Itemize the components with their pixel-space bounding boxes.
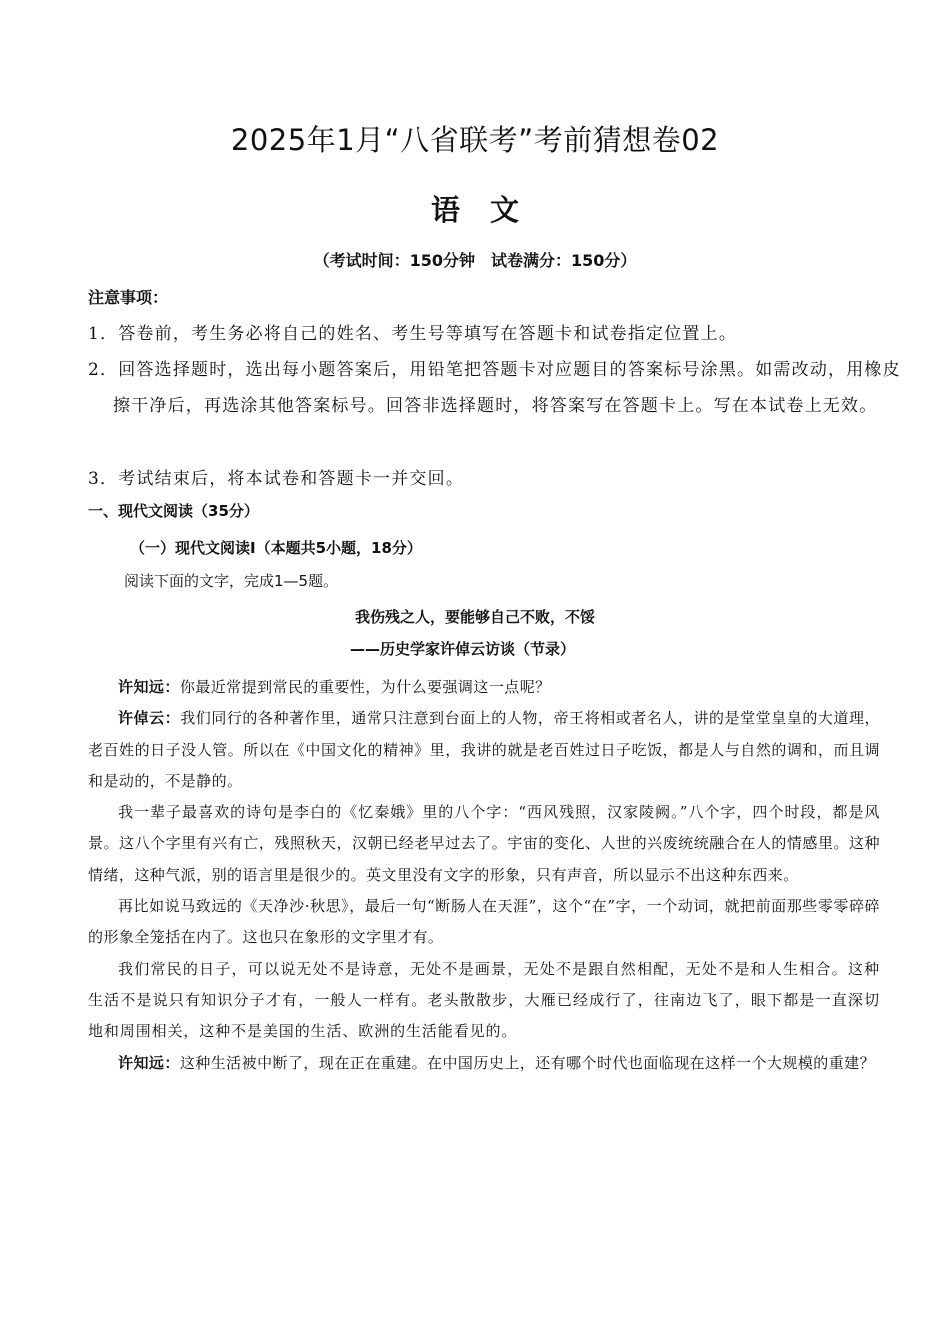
notice-heading: 注意事项： (88, 288, 169, 307)
article-paragraph (88, 954, 880, 1048)
article-subtitle: ——历史学家许倬云访谈（节录） (350, 640, 576, 658)
article-paragraph (88, 703, 880, 797)
paragraph-text: 我们同行的各种著作里，通常只注意到台面上的人物，帝王将相或者名人，讲的是堂堂皇皇的大道理，老百姓的日子没人管。所以在《中国文化的精神》里，我讲的就是老百姓过日子吃饭，都是人与自然的调和，而且调和是动的，不是静的。 (88, 709, 880, 790)
paragraph-text: 这种生活被中断了，现在正在重建。在中国历史上，还有哪个时代也面临现在这样一个大规模的重建？ (179, 1053, 876, 1072)
subject-title: 语文 (430, 193, 549, 227)
article-body (88, 672, 880, 1079)
paragraph-text: 我们常民的日子，可以说无处不是诗意，无处不是画景，无处不是跟自然相配，无处不是和人生相合。这种生活不是说只有知识分子才有，一般人一样有。老头散散步，大雁已经成行了，往南边飞了，眼下都是一直深切地和周围相关，这种不是美国的生活、欧洲的生活能看见的。 (88, 959, 880, 1041)
article-paragraph (88, 891, 880, 954)
speaker-label: 许倬云： (118, 709, 181, 728)
section-heading: 一、现代文阅读（35分） (88, 502, 259, 520)
reading-instruction: 阅读下面的文字，完成1—5题。 (124, 572, 339, 590)
notice-item-2: 2．回答选择题时，选出每小题答案后，用铅笔把答题卡对应题目的答案标号涂黑。如需改动，用橡皮擦干净后，再选涂其他答案标号。回答非选择题时，将答案写在答题卡上。写在本试卷上无效。 (88, 360, 901, 416)
article-title: 我伤残之人，要能够自己不败，不馁 (354, 608, 595, 626)
paragraph-text: 再比如说马致远的《天净沙·秋思》，最后一句“断肠人在天涯”，这个“在”字，一个动词，就把前面那些零零碎碎的形象全笼括在内了。这也只在象形的文字里才有。 (88, 897, 880, 947)
notice-item-3: 3．考试结束后，将本试卷和答题卡一并交回。 (88, 469, 465, 489)
article-paragraph (88, 1048, 880, 1079)
notice-item-1: 1．答卷前，考生务必将自己的姓名、考生号等填写在答题卡和试卷指定位置上。 (88, 324, 738, 344)
exam-info: （考试时间：150分钟 试卷满分：150分） (313, 251, 637, 270)
speaker-label: 许知远： (118, 678, 180, 696)
paragraph-text: 你最近常提到常民的重要性，为什么要强调这一点呢？ (179, 678, 551, 696)
speaker-label: 许知远： (118, 1053, 180, 1072)
article-paragraph (88, 672, 880, 703)
article-paragraph (88, 797, 880, 891)
subsection-heading: （一）现代文阅读Ⅰ（本题共5小题，18分） (130, 539, 422, 557)
paragraph-text: 我一辈子最喜欢的诗句是李白的《忆秦娥》里的八个字：“西风残照，汉家陵阙。”八个字，四个时段，都是风景。这八个字里有兴有亡，残照秋天，汉朝已经老早过去了。宇宙的变化、人世的兴废统统融合在人的情感里。这种情绪，这种气派，别的语言里是很少的。英文里没有文字的形象，只有声音，所以显示不出这种东西来。 (88, 803, 880, 884)
exam-title: 2025年1月“八省联考”考前猜想卷02 (230, 123, 720, 157)
